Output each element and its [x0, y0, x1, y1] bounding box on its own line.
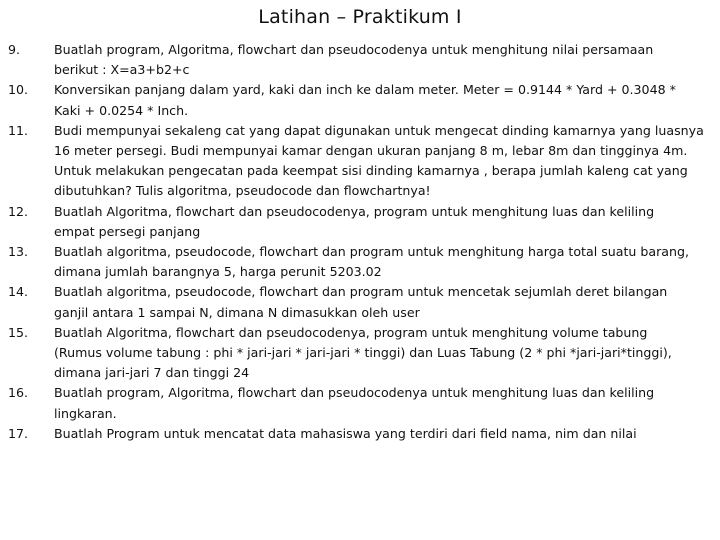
- item-line: (Rumus volume tabung : phi * jari-jari * jari-jari * tinggi) dan Luas Tabung (2 * phi *jari-jari*tinggi),: [54, 345, 672, 361]
- item-line: Buatlah algoritma, pseudocode, flowchart dan program untuk menghitung harga total suatu barang,: [54, 244, 689, 260]
- item-number: 12.: [8, 203, 29, 219]
- exercise-item: [8, 282, 714, 322]
- item-number: 16.: [8, 385, 29, 401]
- item-line: Buatlah program, Algoritma, flowchart dan pseudocodenya untuk menghitung luas dan keliling: [54, 385, 655, 401]
- item-line: dimana jari-jari 7 dan tinggi 24: [54, 365, 250, 381]
- item-line: Buatlah program, Algoritma, flowchart dan pseudocodenya untuk menghitung nilai persamaan: [54, 42, 654, 57]
- item-text: [54, 242, 714, 282]
- item-text: [54, 40, 714, 80]
- exercise-item: [8, 202, 714, 242]
- item-number: 11.: [8, 122, 29, 138]
- item-line: Untuk melakukan pengecatan pada keempat sisi dinding kamarnya , berapa jumlah kaleng cat yang: [54, 163, 688, 179]
- page-title: Latihan – Praktikum I: [258, 6, 462, 28]
- item-text: [54, 383, 714, 423]
- exercise-item: [8, 121, 714, 202]
- item-line: dibutuhkan? Tulis algoritma, pseudocode dan flowchartnya!: [54, 183, 431, 199]
- item-line: 16 meter persegi. Budi mempunyai kamar dengan ukuran panjang 8 m, lebar 8m dan tingginya 4m.: [54, 143, 688, 159]
- exercise-list: [8, 40, 714, 444]
- item-text: [54, 282, 714, 322]
- exercise-item: [8, 40, 714, 80]
- item-line: Buatlah Algoritma, flowchart dan pseudocodenya, program untuk menghitung volume tabung: [54, 324, 648, 340]
- item-line: empat persegi panjang: [54, 223, 201, 239]
- item-line: ganjil antara 1 sampai N, dimana N dimasukkan oleh user: [54, 304, 420, 320]
- item-line: Buatlah algoritma, pseudocode, flowchart dan program untuk mencetak sejumlah deret bilangan: [54, 284, 668, 300]
- item-line: dimana jumlah barangnya 5, harga perunit 5203.02: [54, 264, 382, 280]
- item-text: [54, 424, 714, 444]
- item-line: Budi mempunyai sekaleng cat yang dapat digunakan untuk mengecat dinding kamarnya yang luasnya: [54, 122, 704, 138]
- exercise-item: [8, 323, 714, 384]
- item-line: Buatlah Program untuk mencatat data mahasiswa yang terdiri dari field nama, nim dan nilai: [54, 425, 637, 441]
- item-line: berikut : X=a3+b2+c: [54, 62, 190, 78]
- item-number: 14.: [8, 284, 29, 300]
- exercise-item: [8, 80, 714, 120]
- exercise-item: [8, 242, 714, 282]
- exercise-item: [8, 383, 714, 423]
- item-line: Buatlah Algoritma, flowchart dan pseudocodenya, program untuk menghitung luas dan keliling: [54, 203, 655, 219]
- item-text: [54, 323, 714, 384]
- item-line: lingkaran.: [54, 405, 117, 421]
- item-number: 9.: [8, 42, 21, 57]
- item-number: 17.: [8, 425, 29, 441]
- item-line: Kaki + 0.0254 * Inch.: [54, 102, 189, 118]
- item-text: [54, 202, 714, 242]
- item-text: [54, 80, 714, 120]
- item-line: Konversikan panjang dalam yard, kaki dan inch ke dalam meter. Meter = 0.9144 * Yard + 0.3048 *: [54, 82, 676, 98]
- item-number: 10.: [8, 82, 29, 98]
- item-text: [54, 121, 714, 202]
- item-number: 13.: [8, 244, 29, 260]
- exercise-item: [8, 424, 714, 444]
- item-number: 15.: [8, 324, 29, 340]
